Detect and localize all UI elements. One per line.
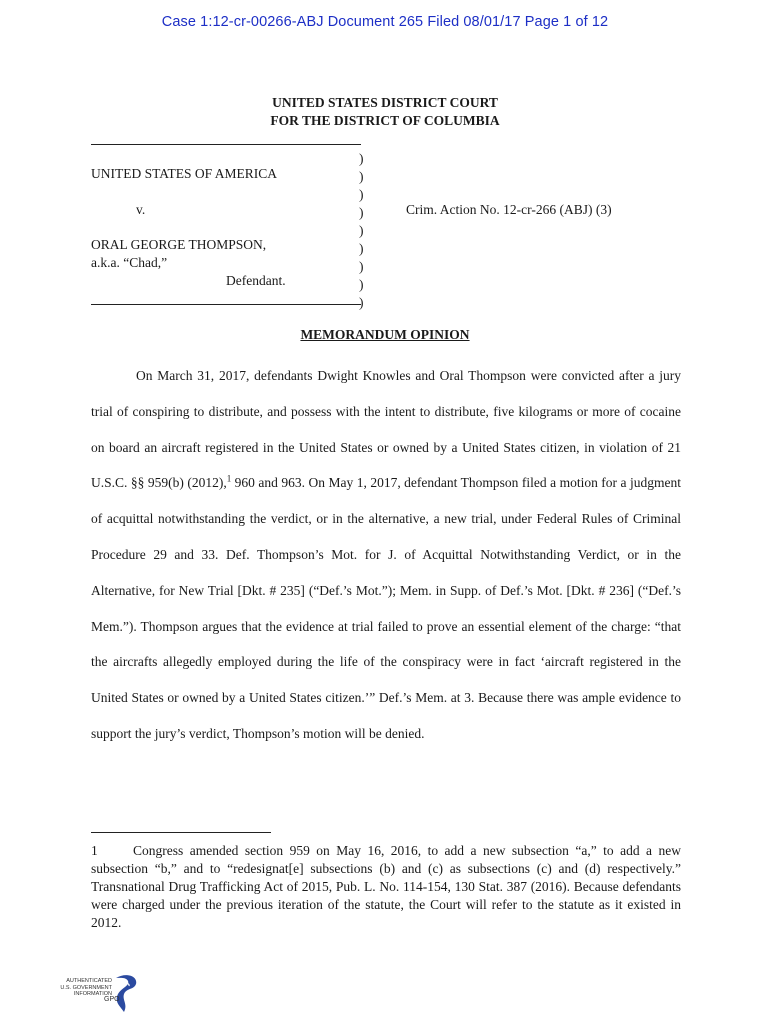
caption-top-rule — [91, 144, 361, 145]
versus-label: v. — [136, 202, 146, 217]
paren: ) — [359, 205, 364, 220]
gpo-line-2: U.S. GOVERNMENT — [60, 984, 112, 991]
paren: ) — [359, 241, 364, 256]
gpo-line-1: AUTHENTICATED — [66, 978, 112, 984]
paren: ) — [359, 277, 364, 292]
document-title: MEMORANDUM OPINION — [300, 327, 470, 342]
gpo-logo-text — [44, 978, 112, 998]
paren: ) — [359, 295, 364, 310]
defendant-role: Defendant. — [226, 273, 286, 288]
court-name: UNITED STATES DISTRICT COURT — [272, 95, 498, 110]
eagle-icon — [110, 972, 140, 1016]
opinion-paragraph — [91, 358, 681, 752]
caption-paren-column — [359, 150, 364, 312]
defendant-alias: a.k.a. “Chad,” — [91, 255, 168, 270]
gpo-mark: GPO — [104, 996, 120, 1003]
paragraph-text: On March 31, 2017, defendants Dwight Knowles and Oral Thompson were convicted after a jury trial of conspiring to distribute, and possess with the intent to distribute, five kilograms or more of cocaine on board an aircraft registered in the United States or owned by a United States citizen, in violation of 21 U.S.C. §§ 959(b) (2012), — [91, 368, 681, 491]
footnote-reference[interactable]: 1 — [226, 473, 232, 484]
paren: ) — [359, 223, 364, 238]
paragraph-text-continued: 960 and 963. On May 1, 2017, defendant Thompson filed a motion for a judgment of acquittal notwithstanding the verdict, or in the alternative, a new trial, under Federal Rules of Criminal Procedure 29 and 33. Def. Thompson’s Mot. for J. of Acquittal Notwithstanding Verdict, or in the Alternative, for New Trial [Dkt. # 235] (“Def.’s Mot.”); Mem. in Supp. of Def.’s Mot. [Dkt. # 236] (“Def.’s Mem.”). Thompson argues that the evidence at trial failed to prove an essential element of the charge: “that the aircrafts allegedly employed during the life of the conspiracy were in fact ‘aircraft registered in the United States or owned by a United States citizen.’” Def.’s Mem. at 3. Because there was ample evidence to support the jury’s verdict, Thompson’s motion will be denied. — [91, 475, 681, 741]
footnote — [91, 842, 681, 932]
paren: ) — [359, 151, 364, 166]
caption-bottom-rule — [91, 304, 361, 305]
paren: ) — [359, 259, 364, 274]
opinion-body — [91, 358, 681, 752]
gpo-line-3: INFORMATION — [73, 991, 112, 997]
footnote-text: Congress amended section 959 on May 16, 2016, to add a new subsection “a,” to add a new subsection “b,” and to “redesignat[e] subsections (b) and (c) as subsections (c) and (d) respectively.” Transnational Drug Trafficking Act of 2015, Pub. L. No. 114-154, 130 Stat. 387 (2016). Because defendants were charged under the previous iteration of the statute, the Court will refer to the statute as it existed in 2012. — [91, 843, 681, 930]
footnote-number: 1 — [91, 843, 98, 858]
case-number: Crim. Action No. 12-cr-266 (ABJ) (3) — [406, 202, 612, 217]
court-district: FOR THE DISTRICT OF COLUMBIA — [270, 113, 500, 128]
case-header-stamp: Case 1:12-cr-00266-ABJ Document 265 Filed 08/01/17 Page 1 of 12 — [161, 14, 609, 30]
gpo-authentication-logo — [44, 972, 134, 1018]
plaintiff-name: UNITED STATES OF AMERICA — [91, 166, 278, 181]
paren: ) — [359, 187, 364, 202]
paren: ) — [359, 169, 364, 184]
defendant-name: ORAL GEORGE THOMPSON, — [91, 237, 267, 252]
court-heading — [0, 94, 770, 130]
footnote-separator — [91, 832, 271, 833]
